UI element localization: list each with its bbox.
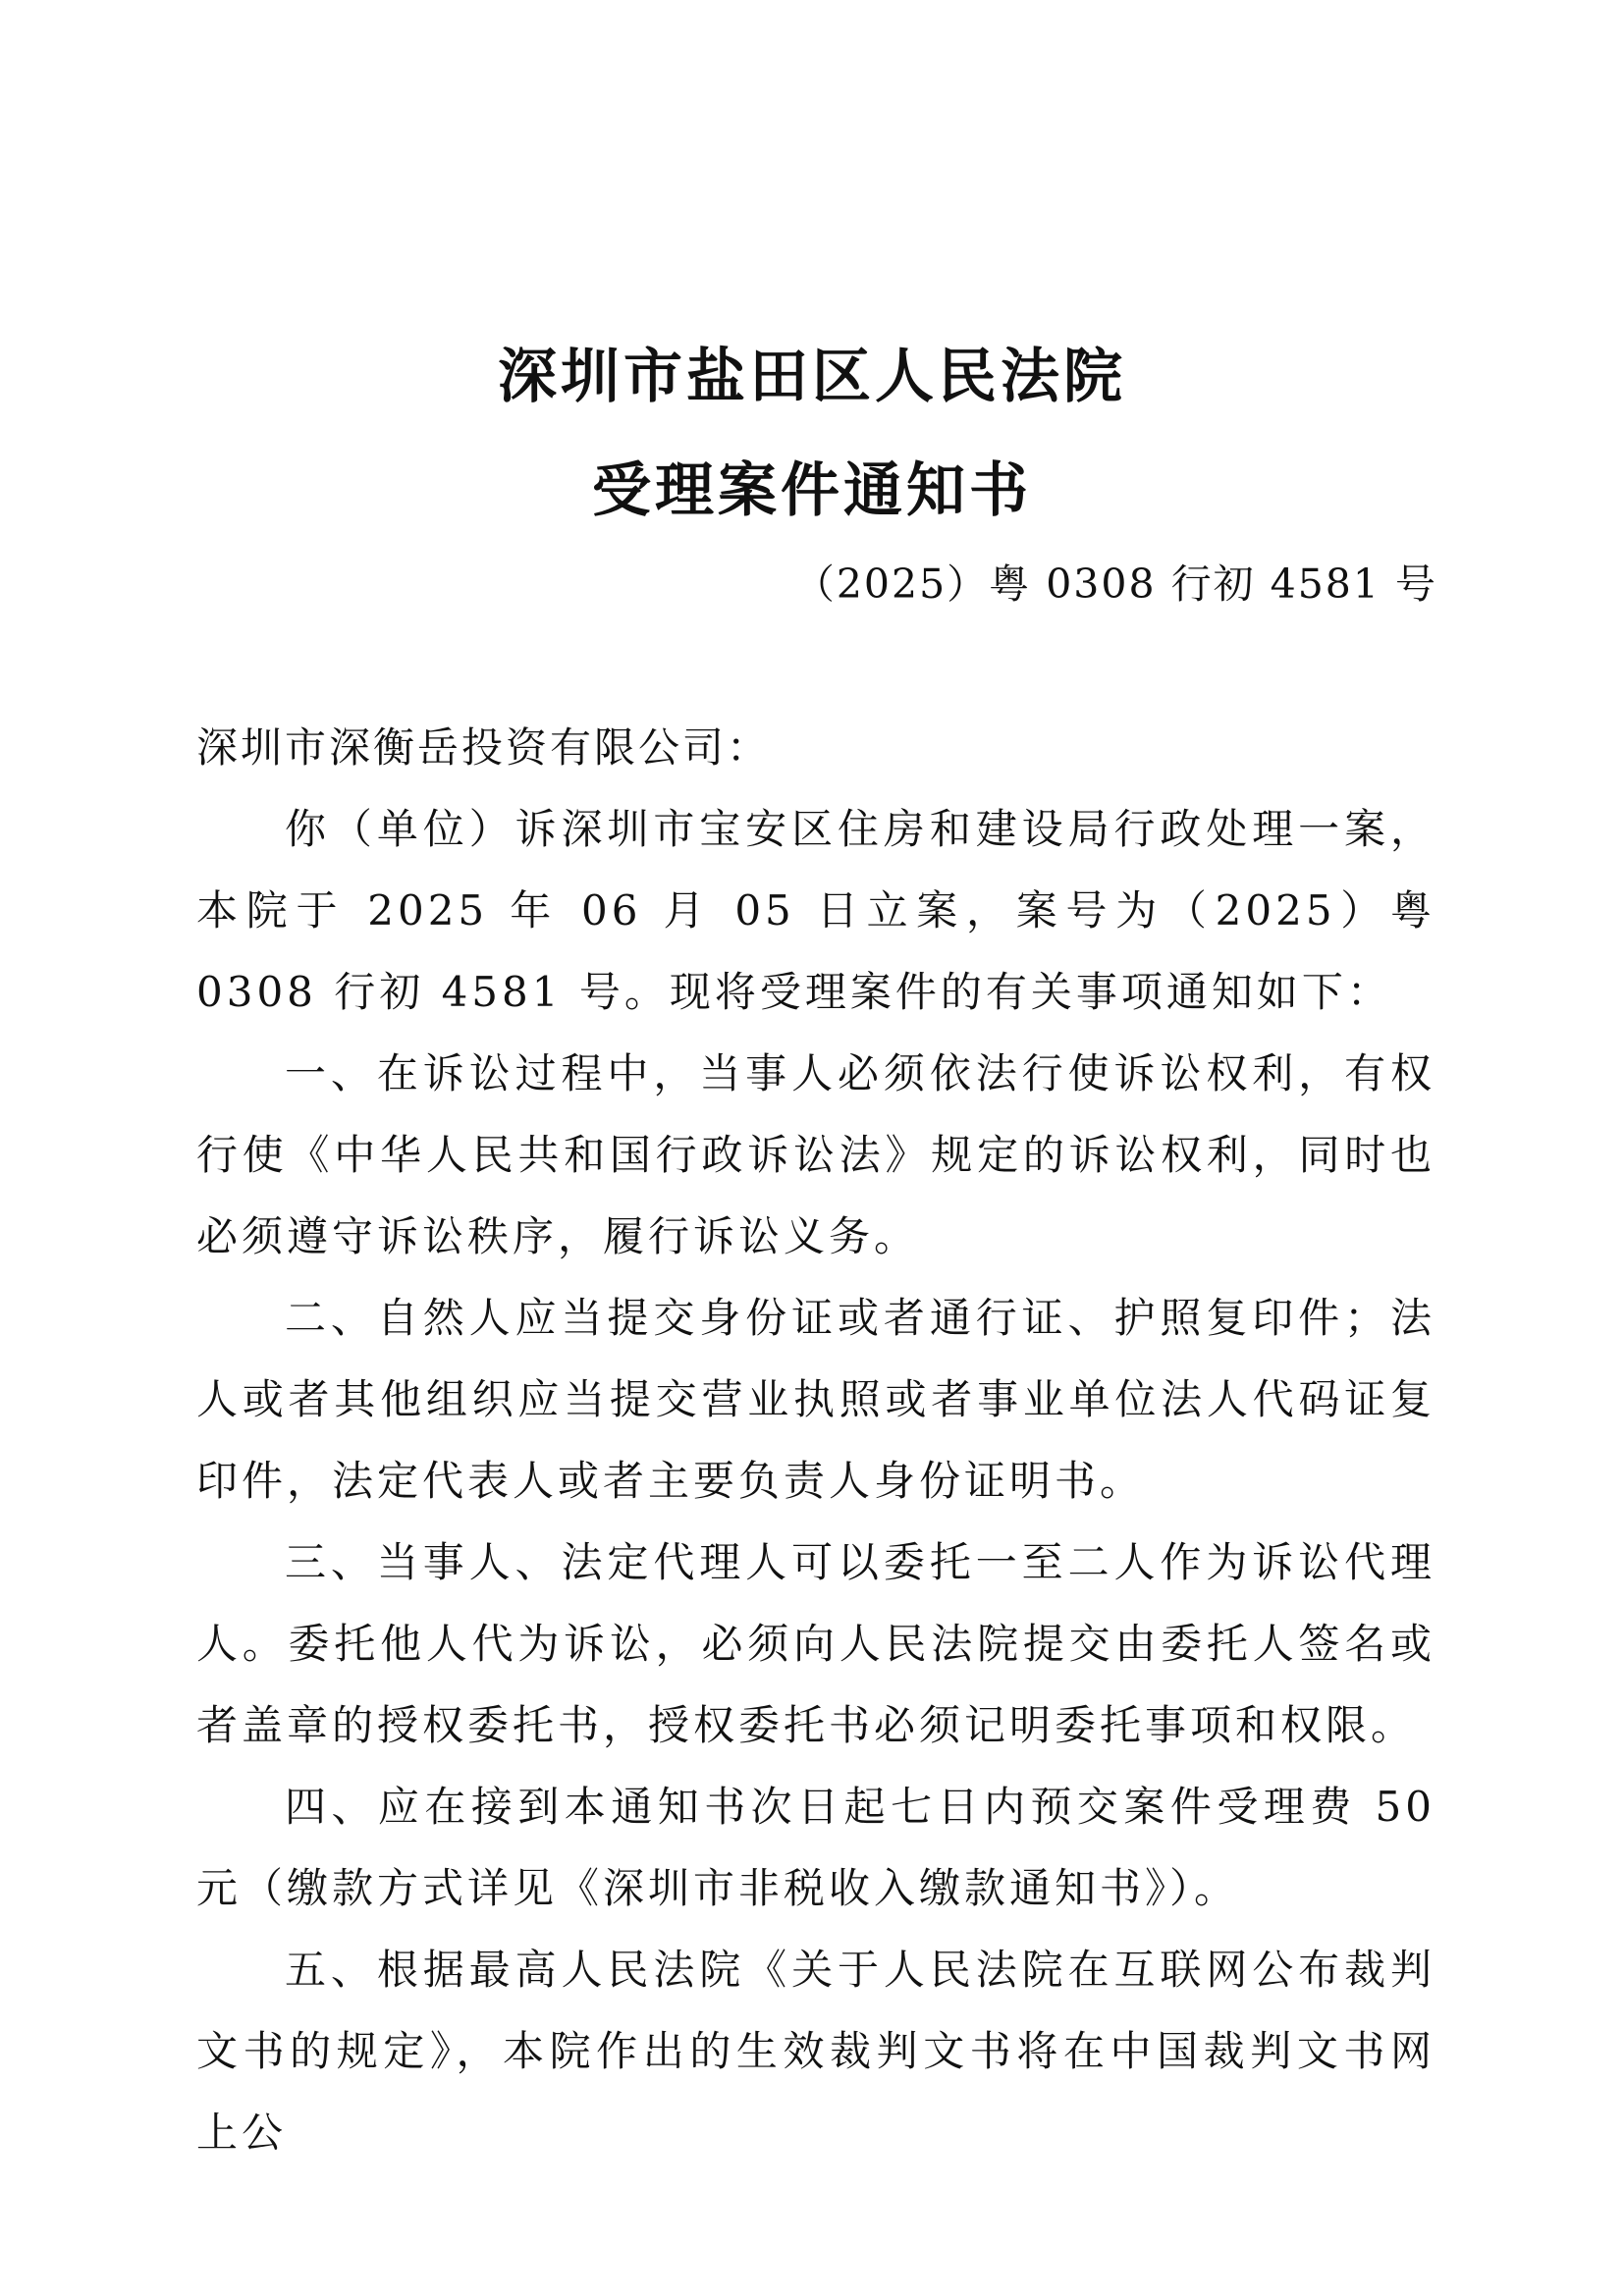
case-number: （2025）粤 0308 行初 4581 号 (793, 561, 1437, 608)
paragraph-item-1: 一、在诉讼过程中，当事人必须依法行使诉讼权利，有权行使《中华人民共和国行政诉讼法》规定的诉讼权利，同时也必须遵守诉讼秩序，履行诉讼义务。 (196, 1049, 1435, 1260)
notice-body (196, 788, 1435, 2173)
paragraph-item-4: 四、应在接到本通知书次日起七日内预交案件受理费 50 元（缴款方式详见《深圳市非税收入缴款通知书》）。 (196, 1783, 1435, 1912)
notice-title: 受理案件通知书 (592, 456, 1032, 525)
paragraph-item-2: 二、自然人应当提交身份证或者通行证、护照复印件；法人或者其他组织应当提交营业执照或者事业单位法人代码证复印件，法定代表人或者主要负责人身份证明书。 (196, 1294, 1435, 1505)
paragraph-item-3: 三、当事人、法定代理人可以委托一至二人作为诉讼代理人。委托他人代为诉讼，必须向人民法院提交由委托人签名或者盖章的授权委托书，授权委托书必须记明委托事项和权限。 (196, 1538, 1435, 1749)
court-name-title: 深圳市盐田区人民法院 (498, 343, 1126, 411)
paragraph-intro: 你（单位）诉深圳市宝安区住房和建设局行政处理一案，本院于 2025 年 06 月 05 日立案，案号为（2025）粤 0308 行初 4581 号。现将受理案件的有关事项通知如下： (196, 805, 1435, 1016)
addressee: 深圳市深衡岳投资有限公司： (196, 723, 772, 772)
paragraph-item-5: 五、根据最高人民法院《关于人民法院在互联网公布裁判文书的规定》，本院作出的生效裁判文书将在中国裁判文书网上公 (196, 1946, 1435, 2157)
